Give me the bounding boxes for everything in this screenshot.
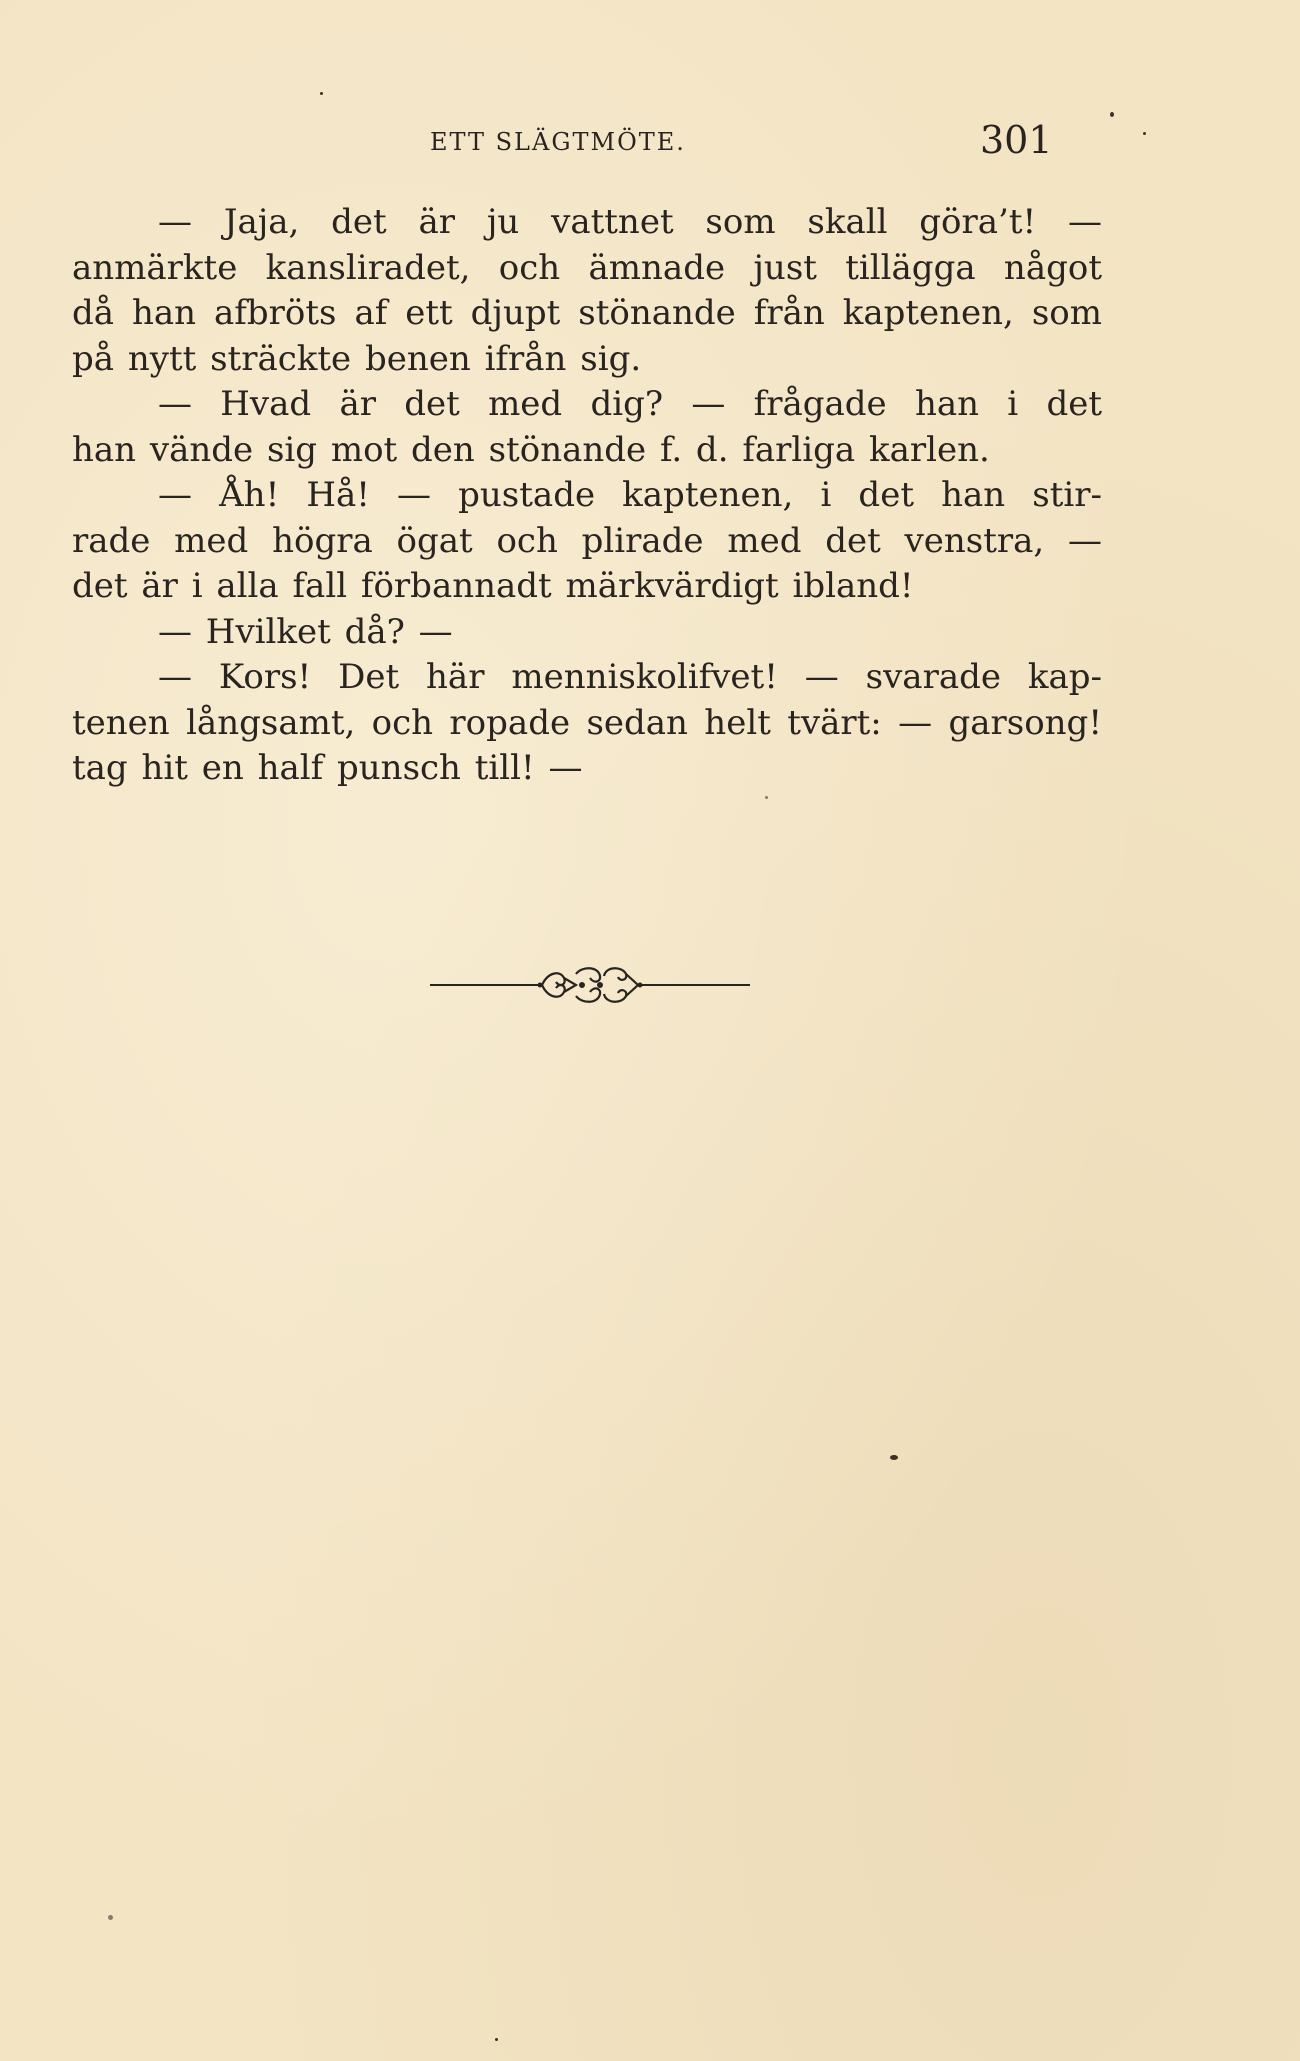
paper-speck [765,796,768,799]
text-line: — Jaja, det är ju vattnet som skall göra’t! — [158,202,1102,242]
text-line: det är i alla fall förbannadt märkvärdigt ibland! [72,566,914,606]
paper-speck [320,92,323,95]
text-line: — Kors! Det här menniskolifvet! — svarade kap- [158,657,1102,697]
running-title: ETT SLÄGTMÖTE. [430,128,686,156]
paper-speck [108,1915,113,1920]
text-line: han vände sig mot den stönande f. d. farliga karlen. [72,429,990,470]
text-line: då han afbröts af ett djupt stönande från kaptenen, som [72,293,1102,333]
text-line: tenen långsamt, och ropade sedan helt tvärt: — garsong! [72,702,1102,743]
paper-speck [1143,132,1146,135]
body-text [72,200,1102,792]
text-line: rade med högra ögat och plirade med det venstra, — [72,520,1102,561]
text-line: — Hvad är det med dig? — frågade han i det [158,384,1102,424]
text-line: — Åh! Hå! — pustade kaptenen, i det han stir- [158,475,1102,515]
text-line: på nytt sträckte benen ifrån sig. [72,338,642,379]
text-line: — Hvilket då? — [158,611,453,652]
paper-speck [495,2038,498,2041]
paper-speck [890,1455,898,1460]
paper-speck [1110,112,1114,117]
printer-flourish-ornament [430,960,750,1010]
page-number: 301 [980,118,1053,162]
text-line: tag hit en half punsch till! — [72,748,583,788]
text-line: anmärkte kansliradet, och ämnade just tillägga något [72,247,1102,288]
